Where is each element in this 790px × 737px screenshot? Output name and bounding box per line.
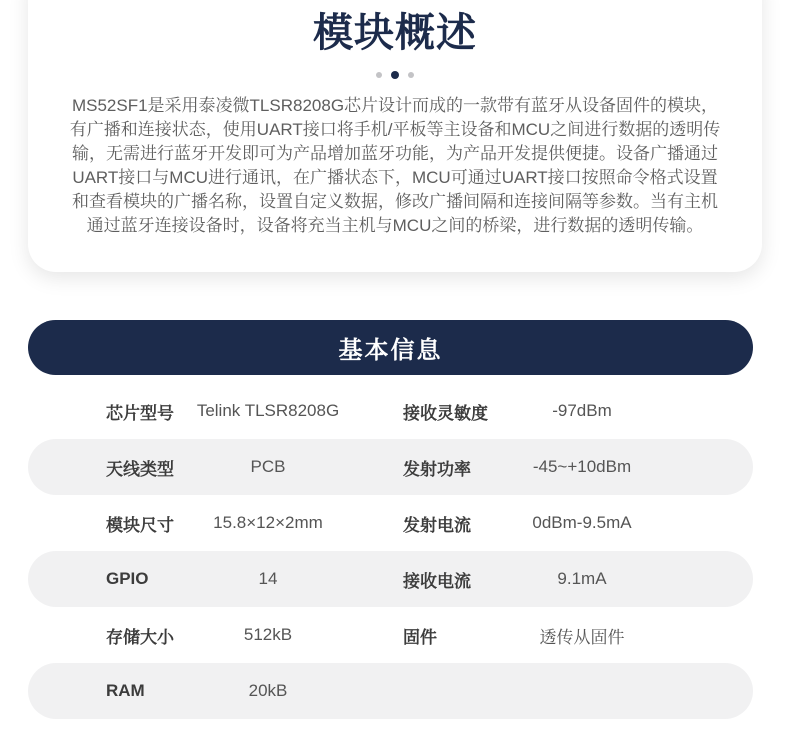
spec-label: 接收灵敏度 <box>403 403 488 423</box>
spec-row-ram <box>28 663 753 719</box>
spec-value: -45~+10dBm <box>532 457 632 476</box>
carousel-dot <box>408 72 414 78</box>
spec-label: 固件 <box>403 627 437 647</box>
spec-label: 模块尺寸 <box>106 515 174 535</box>
spec-value: Telink TLSR8208G <box>196 401 340 420</box>
spec-table <box>28 383 753 719</box>
spec-label: 天线类型 <box>106 459 174 479</box>
spec-label: 存储大小 <box>106 627 174 647</box>
section-title: 基本信息 <box>338 337 443 364</box>
carousel-dots <box>68 70 722 80</box>
spec-row-size <box>28 495 753 551</box>
module-description: MS52SF1是采用泰凌微TLSR8208G芯片设计而成的一款带有蓝牙从设备固件的模块，有广播和连接状态，使用UART接口将手机/平板等主设备和MCU之间进行数据的透明传输，无需进行蓝牙开发即可为产品增加蓝牙功能，为产品开发提供便捷。设备广播通过UART接口与MCU进行通讯，在广播状态下，MCU可通过UART接口按照命令格式设置和查看模块的广播名称，设置自定义数据，修改广播间隔和连接间隔等参数。当有主机通过蓝牙连接设备时，设备将充当主机与MCU之间的桥梁，进行数据的透明传输。 <box>69 96 721 235</box>
spec-value: 20kB <box>248 681 288 700</box>
spec-value: 14 <box>258 569 278 588</box>
overview-card <box>28 0 762 272</box>
spec-label: 接收电流 <box>403 571 471 591</box>
spec-label: GPIO <box>106 569 149 588</box>
section-header-basic-info <box>28 320 753 375</box>
spec-value: -97dBm <box>552 401 612 420</box>
carousel-dot <box>376 72 382 78</box>
spec-value: 0dBm-9.5mA <box>532 513 632 532</box>
spec-value: 透传从固件 <box>539 627 625 647</box>
page-title: 模块概述 <box>313 11 477 55</box>
spec-value: 9.1mA <box>557 569 607 588</box>
spec-label: 发射电流 <box>403 515 471 535</box>
spec-row-gpio <box>28 551 753 607</box>
spec-label: 芯片型号 <box>106 403 174 423</box>
spec-value: 512kB <box>243 625 293 644</box>
spec-row-chip <box>28 383 753 439</box>
spec-label: 发射功率 <box>403 459 471 479</box>
spec-value: 15.8×12×2mm <box>213 513 323 532</box>
spec-label: RAM <box>106 681 145 700</box>
spec-row-antenna <box>28 439 753 495</box>
spec-row-storage <box>28 607 753 663</box>
spec-value: PCB <box>250 457 286 476</box>
carousel-dot-active <box>391 71 399 79</box>
